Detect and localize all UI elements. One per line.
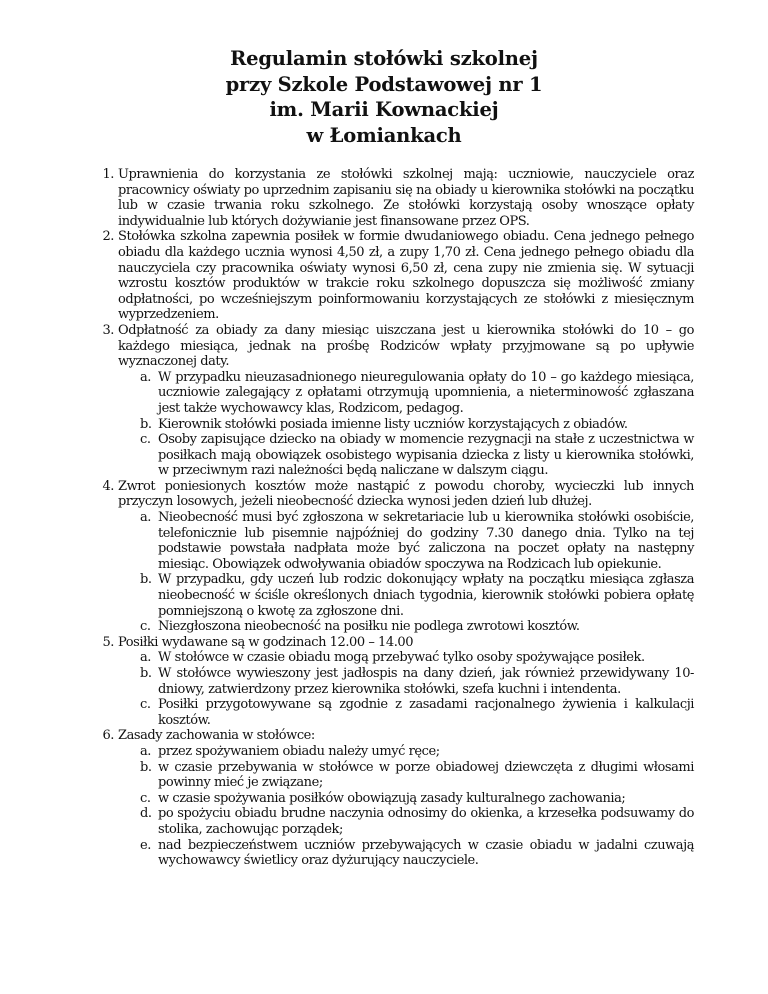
- sub-item-letter: c.: [140, 619, 151, 635]
- sub-item-3a: [84, 370, 694, 417]
- sub-item-6c: [84, 791, 694, 807]
- sub-item-letter: b.: [140, 416, 152, 432]
- sub-item-text: Nieobecność musi być zgłoszona w sekretariacie lub u kierownika stołówki osobiście, telefonicznie lub pisemnie najpóźniej do godziny 7.30 danego dnia. Tylko na tej podstawie powstała nadpłata może być zaliczona na poczet opłaty na następny miesiąc. Obowiązek odwoływania obiadów spoczywa na Rodzicach lub opiekunie.: [158, 510, 694, 572]
- sub-item-letter: b.: [140, 759, 152, 775]
- list-item-4: [84, 479, 694, 510]
- sub-item-text: w czasie przebywania w stołówce w porze obiadowej dziewczęta z długimi włosami powinny mieć je związane;: [158, 759, 694, 791]
- sub-item-letter: c.: [140, 432, 151, 448]
- sub-item-letter: a.: [140, 510, 151, 526]
- sub-item-text: Kierownik stołówki posiada imienne listy uczniów korzystających z obiadów.: [158, 416, 628, 432]
- item-number: 4.: [102, 478, 114, 494]
- sub-item-letter: c.: [140, 790, 151, 806]
- sub-item-3c: [84, 432, 694, 479]
- sub-item-letter: a.: [140, 650, 151, 666]
- item-text: Uprawnienia do korzystania ze stołówki szkolnej mają: uczniowie, nauczyciele oraz pracownicy oświaty po uprzednim zapisaniu się na obiady u kierownika stołówki na początku lub w czasie trwania roku szkolnego. Ze stołówki korzystają osoby wnoszące opłaty indywidualnie lub których dożywianie jest finansowane przez OPS.: [118, 167, 694, 229]
- sub-item-6e: [84, 838, 694, 869]
- sub-item-6d: [84, 806, 694, 837]
- sub-item-text: przez spożywaniem obiadu należy umyć ręce;: [158, 743, 440, 759]
- item-number: 3.: [102, 322, 114, 338]
- item-number: 5.: [102, 634, 114, 650]
- sub-item-3b: [84, 417, 694, 433]
- sub-item-6a: [84, 744, 694, 760]
- item-text: Stołówka szkolna zapewnia posiłek w formie dwudaniowego obiadu. Cena jednego pełnego obiadu dla każdego ucznia wynosi 4,50 zł, a zupy 1,70 zł. Cena jednego pełnego obiadu dla nauczyciela czy pracownika oświaty wynosi 6,50 zł, cena zupy nie zmienia się. W sytuacji wzrostu kosztów produktów w trakcie roku szkolnego dopuszcza się możliwość zmiany odpłatności, po wcześniejszym poinformowaniu korzystających ze stołówki z miesięcznym wyprzedzeniem.: [118, 229, 694, 323]
- sub-item-text: W stołówce w czasie obiadu mogą przebywać tylko osoby spożywające posiłek.: [158, 650, 645, 666]
- list-item-6: [84, 728, 694, 744]
- item-number: 2.: [102, 229, 114, 245]
- item-text: Posiłki wydawane są w godzinach 12.00 – 14.00: [118, 634, 414, 650]
- list-item-5: [84, 635, 694, 651]
- sub-item-letter: a.: [140, 369, 151, 385]
- item-text: Odpłatność za obiady za dany miesiąc uiszczana jest u kierownika stołówki do 10 – go każdego miesiąca, jednak na prośbę Rodziców wpłaty przyjmowane są po upływie wyznaczonej daty.: [118, 322, 694, 370]
- sub-item-letter: a.: [140, 743, 151, 759]
- sub-item-letter: b.: [140, 572, 152, 588]
- document-title: [0, 46, 768, 148]
- sub-item-text: Posiłki przygotowywane są zgodnie z zasadami racjonalnego żywienia i kalkulacji kosztów.: [158, 697, 694, 728]
- list-item-2: [84, 229, 694, 323]
- sub-item-text: Osoby zapisujące dziecko na obiady w momencie rezygnacji na stałe z uczestnictwa w posiłkach mają obowiązek osobistego wypisania dziecka z listy u kierownika stołówki, w przeciwnym razi należności będą naliczane w dalszym ciągu.: [158, 432, 694, 479]
- list-item-3: [84, 323, 694, 370]
- sub-item-5c: [84, 697, 694, 728]
- sub-item-letter: d.: [140, 806, 152, 822]
- item-number: 1.: [102, 167, 114, 182]
- sub-item-4b: [84, 572, 694, 619]
- sub-item-text: W przypadku, gdy uczeń lub rodzic dokonujący wpłaty na początku miesiąca zgłasza nieobecność w ściśle określonych dniach tygodnia, kierownik stołówki pobiera opłatę pomniejszoną o kwotę za zgłoszone dni.: [158, 572, 694, 619]
- title-line: im. Marii Kownackiej: [269, 98, 499, 121]
- title-line: przy Szkole Podstawowej nr 1: [225, 72, 543, 96]
- sub-item-text: W przypadku nieuzasadnionego nieuregulowania opłaty do 10 – go każdego miesiąca, uczniowie zalegający z opłatami otrzymują upomnienia, a nieterminowość zgłaszana jest także wychowawcy klas, Rodzicom, pedagog.: [158, 369, 694, 416]
- title-line: Regulamin stołówki szkolnej: [230, 47, 538, 70]
- sub-item-4a: [84, 510, 694, 572]
- sub-item-6b: [84, 760, 694, 791]
- item-text: Zwrot poniesionych kosztów może nastąpić z powodu choroby, wycieczki lub innych przyczyn losowych, jeżeli nieobecność dziecka wynosi jeden dzień lub dłużej.: [118, 478, 694, 510]
- sub-item-5b: [84, 666, 694, 697]
- list-item-1: [84, 167, 694, 229]
- sub-item-letter: e.: [140, 837, 151, 853]
- sub-item-letter: b.: [140, 666, 152, 681]
- sub-item-text: po spożyciu obiadu brudne naczynia odnosimy do okienka, a krzesełka podsuwamy do stolika, zachowując porządek;: [158, 806, 694, 837]
- sub-item-text: Niezgłoszona nieobecność na posiłku nie podlega zwrotowi kosztów.: [158, 619, 580, 635]
- regulations-list: [84, 167, 694, 869]
- sub-item-5a: [84, 650, 694, 666]
- item-text: Zasady zachowania w stołówce:: [118, 728, 315, 744]
- sub-item-text: w czasie spożywania posiłków obowiązują zasady kulturalnego zachowania;: [158, 790, 626, 806]
- sub-item-4c: [84, 619, 694, 635]
- sub-item-letter: c.: [140, 697, 151, 713]
- sub-item-text: nad bezpieczeństwem uczniów przebywających w czasie obiadu w jadalni czuwają wychowawcy świetlicy oraz dyżurujący nauczyciele.: [158, 837, 694, 869]
- title-line: w Łomiankach: [306, 123, 462, 147]
- item-number: 6.: [102, 728, 114, 744]
- sub-item-text: W stołówce wywieszony jest jadłospis na dany dzień, jak również przewidywany 10-dniowy, zatwierdzony przez kierownika stołówki, szefa kuchni i intendenta.: [158, 666, 694, 697]
